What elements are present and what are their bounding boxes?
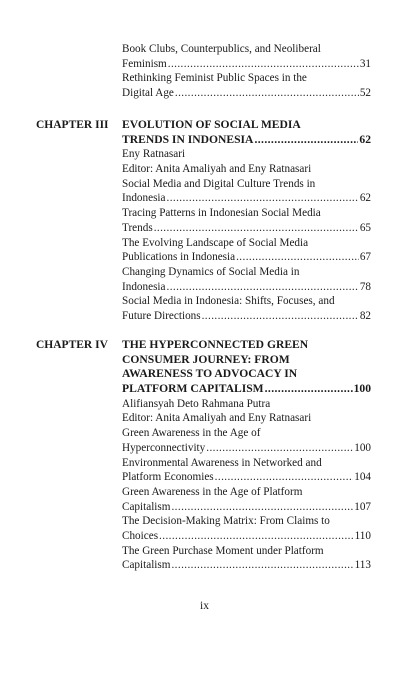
toc-entry-line: Book Clubs, Counterpublics, and Neoliberal <box>122 43 321 55</box>
chapter-author: Alifiansyah Deto Rahmana Putra <box>122 397 271 410</box>
toc-page-number: 52 <box>359 87 371 100</box>
toc-entry-line: Tracing Patterns in Indonesian Social Media <box>122 207 321 220</box>
toc-entry-text: Publications in Indonesia <box>122 251 236 264</box>
page-number: ix <box>200 600 209 612</box>
chapter-title-text: PLATFORM CAPITALISM <box>122 382 264 396</box>
toc-entry[interactable] <box>122 236 371 265</box>
toc-entry-line: Rethinking Feminist Public Spaces in the <box>122 72 307 85</box>
chapter-title-line: EVOLUTION OF SOCIAL MEDIA <box>122 118 301 131</box>
toc-page-number: 31 <box>359 57 371 70</box>
toc-entry[interactable] <box>122 544 371 573</box>
toc-entry[interactable] <box>122 456 371 485</box>
toc-entry-line: Social Media and Digital Culture Trends in <box>122 177 316 190</box>
chapter-body <box>122 338 371 573</box>
chapter-title-line: AWARENESS TO ADVOCACY IN <box>122 367 298 381</box>
dot-leader <box>171 558 353 573</box>
toc-entry-line: The Green Purchase Moment under Platform <box>122 544 324 557</box>
toc-page-number: 65 <box>359 221 371 234</box>
chapter-title[interactable] <box>122 118 371 147</box>
dot-leader <box>175 86 359 101</box>
toc-entry-line: Social Media in Indonesia: Shifts, Focuses, and <box>122 295 335 308</box>
toc-entry-last-line <box>122 250 371 265</box>
chapter-author: Eny Ratnasari <box>122 148 186 161</box>
toc-entry-last-line <box>122 470 371 485</box>
toc-page-number: 110 <box>354 529 371 542</box>
toc-page-number: 62 <box>359 192 371 205</box>
dot-leader <box>154 221 359 236</box>
toc-page-number: 104 <box>354 471 371 484</box>
dot-leader <box>254 133 358 148</box>
toc-entry-last-line <box>122 86 371 101</box>
toc-entry[interactable] <box>122 514 371 543</box>
toc-entry[interactable] <box>122 42 371 71</box>
toc-entry-text: Indonesia <box>122 192 166 205</box>
chapter-title-last-line <box>122 382 371 397</box>
toc-page-number: 62 <box>359 132 371 146</box>
chapter-editor: Editor: Anita Amaliyah and Eny Ratnasari <box>122 163 312 176</box>
toc-entry-text: Indonesia <box>122 280 166 293</box>
dot-leader <box>215 470 354 485</box>
toc-page-number: 100 <box>354 441 371 454</box>
chapter-label: CHAPTER IV <box>36 339 108 351</box>
chapter-body <box>122 118 371 324</box>
toc-entry[interactable] <box>122 71 371 100</box>
toc-entry[interactable] <box>122 294 371 323</box>
toc-entry-line: Green Awareness in the Age of Platform <box>122 485 303 498</box>
toc-entry-last-line <box>122 57 371 72</box>
toc-entry-last-line <box>122 309 371 324</box>
toc-entry-text: Capitalism <box>122 500 171 513</box>
toc-entry-line: The Evolving Landscape of Social Media <box>122 236 309 249</box>
chapter-title-line: CONSUMER JOURNEY: FROM <box>122 352 290 366</box>
toc-entry-last-line <box>122 500 371 515</box>
toc-entry-text: Choices <box>122 529 159 542</box>
toc-entry-line: Changing Dynamics of Social Media in <box>122 265 300 278</box>
toc-entry-last-line <box>122 221 371 236</box>
toc-entry-last-line <box>122 441 371 456</box>
dot-leader <box>236 250 359 265</box>
toc-entry-line: Environmental Awareness in Networked and <box>122 456 322 469</box>
dot-leader <box>159 529 354 544</box>
toc-entry-text: Hyperconnectivity <box>122 441 206 454</box>
chapter-label: CHAPTER III <box>36 119 109 131</box>
toc-entry[interactable] <box>122 426 371 455</box>
toc-page-number: 100 <box>353 382 371 396</box>
toc-entry-line: The Decision-Making Matrix: From Claims to <box>122 515 330 528</box>
toc-entry-text: Platform Economies <box>122 471 214 484</box>
toc-entry-text: Feminism <box>122 57 167 70</box>
toc-entry-line: Green Awareness in the Age of <box>122 427 261 440</box>
toc-entry-last-line <box>122 280 371 295</box>
chapter-title[interactable] <box>122 338 371 397</box>
chapter-title-line: THE HYPERCONNECTED GREEN <box>122 338 309 351</box>
toc-page-number: 78 <box>359 280 371 293</box>
toc-entry-text: Trends <box>122 221 153 234</box>
dot-leader <box>167 191 359 206</box>
toc-entry-last-line <box>122 558 371 573</box>
toc-entry-text: Capitalism <box>122 559 171 572</box>
dot-leader <box>206 441 353 456</box>
toc-page-number: 67 <box>359 251 371 264</box>
dot-leader <box>171 500 353 515</box>
toc-page-number: 113 <box>354 559 371 572</box>
dot-leader <box>265 382 353 397</box>
toc-entry[interactable] <box>122 265 371 294</box>
toc-entry[interactable] <box>122 206 371 235</box>
toc-entry-last-line <box>122 529 371 544</box>
toc-page-number: 107 <box>354 500 371 513</box>
dot-leader <box>202 309 359 324</box>
toc-entry-text: Future Directions <box>122 309 201 322</box>
toc-page-number: 82 <box>359 309 371 322</box>
continued-entries <box>122 42 371 101</box>
toc-entry-text: Digital Age <box>122 87 174 100</box>
chapter-title-text: TRENDS IN INDONESIA <box>122 132 254 146</box>
toc-entry[interactable] <box>122 485 371 514</box>
chapter-editor: Editor: Anita Amaliyah and Eny Ratnasari <box>122 412 312 425</box>
dot-leader <box>168 57 359 72</box>
dot-leader <box>167 280 359 295</box>
chapter-title-last-line <box>122 133 371 148</box>
toc-entry[interactable] <box>122 177 371 206</box>
toc-entry-last-line <box>122 191 371 206</box>
